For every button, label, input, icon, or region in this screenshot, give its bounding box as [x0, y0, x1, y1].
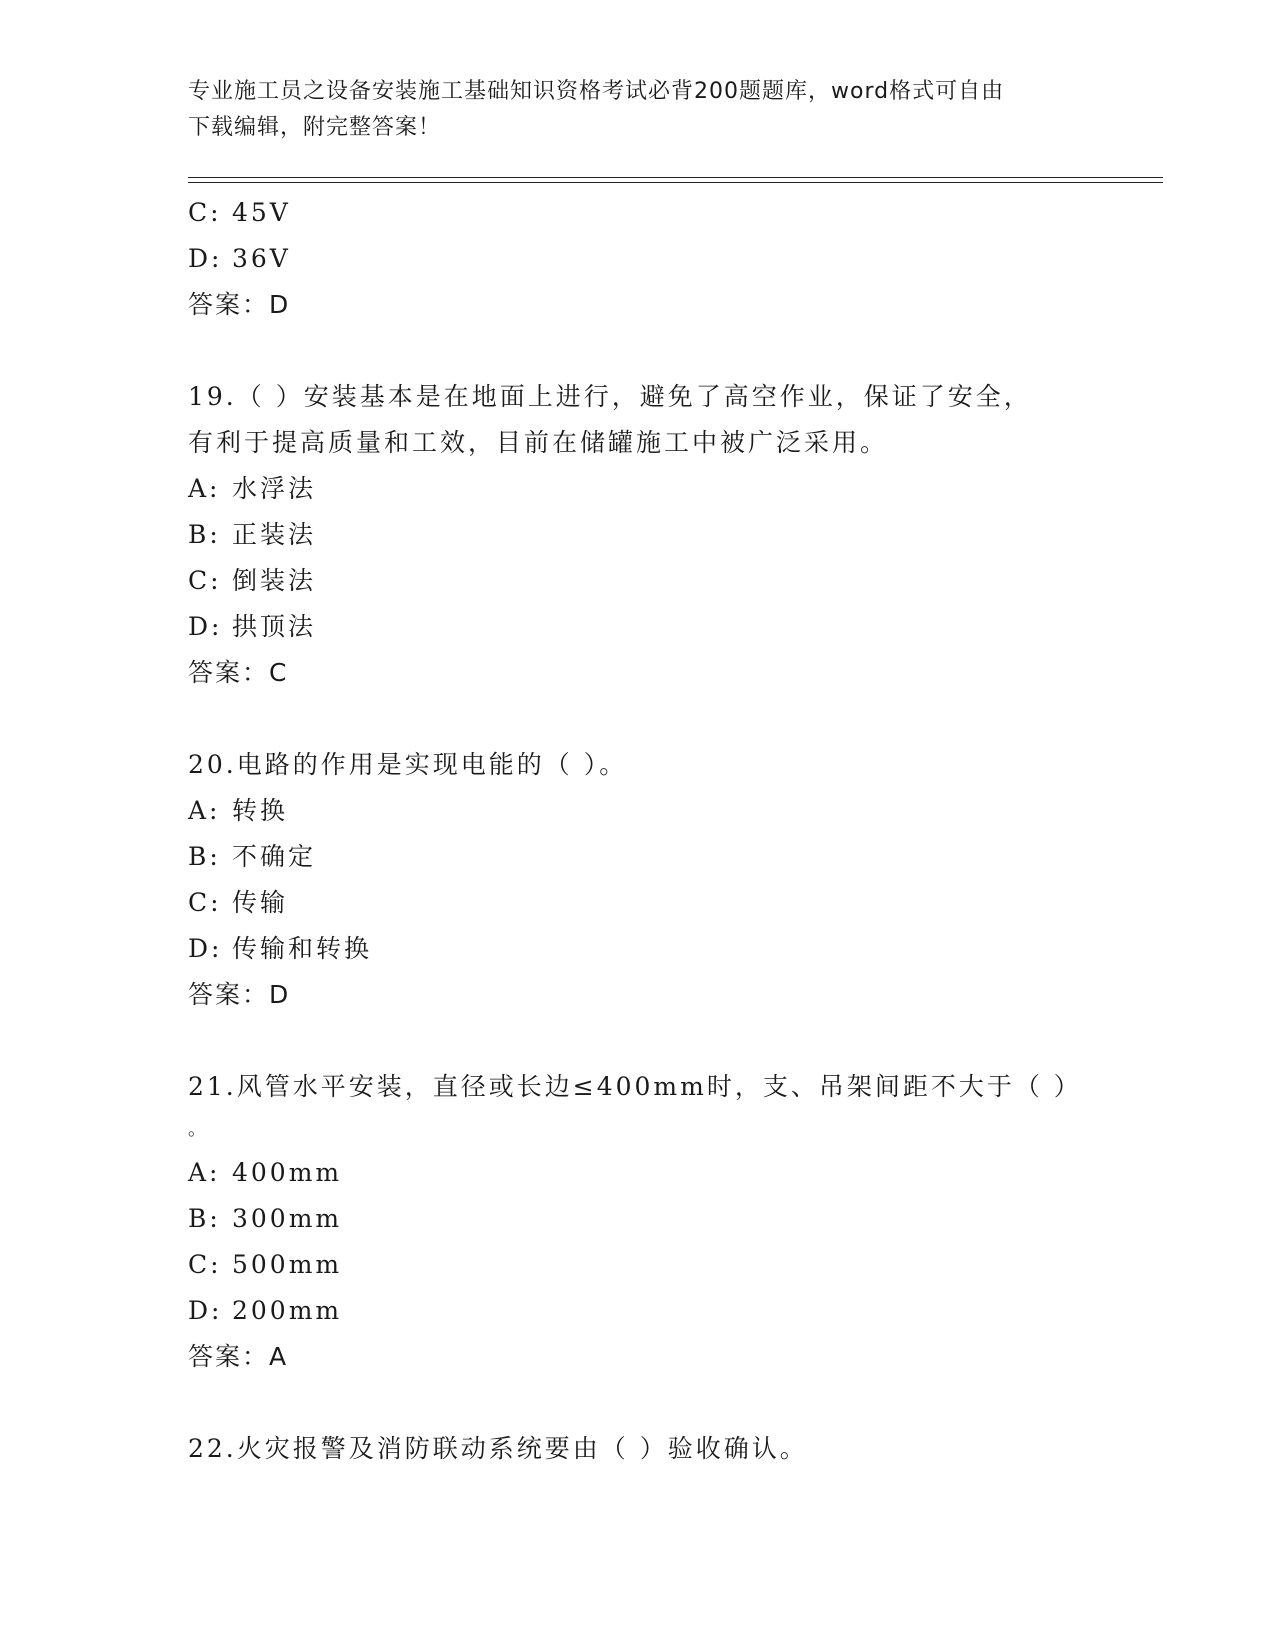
question-21-stem: 21.风管水平安装，直径或长边≤400mm时，支、吊架间距不大于（ ）	[188, 1072, 1082, 1101]
header-rule-bottom	[188, 182, 1163, 183]
header-line-2: 下载编辑，附完整答案！	[188, 115, 442, 140]
option-b: B: 正装法	[188, 520, 317, 549]
option-d: D: 36V	[188, 244, 291, 273]
answer-line: 答案：A	[188, 1342, 289, 1371]
option-b: B: 300mm	[188, 1204, 343, 1233]
question-22-stem: 22.火灾报警及消防联动系统要由（ ）验收确认。	[188, 1434, 808, 1463]
question-21-stem-cont: 。	[188, 1119, 209, 1140]
answer-line: 答案：C	[188, 658, 289, 687]
option-b: B: 不确定	[188, 842, 317, 871]
option-c: C: 倒装法	[188, 566, 317, 595]
option-c: C: 500mm	[188, 1250, 343, 1279]
header-rule-top	[188, 177, 1163, 178]
question-19-stem: 19.（ ）安装基本是在地面上进行，避免了高空作业，保证了安全，	[188, 382, 1032, 411]
header-line-1: 专业施工员之设备安装施工基础知识资格考试必背200题题库，word格式可自由	[188, 79, 1005, 104]
option-a: A: 水浮法	[188, 474, 317, 503]
option-d: D: 传输和转换	[188, 934, 373, 963]
question-19-stem-cont: 有利于提高质量和工效，目前在储罐施工中被广泛采用。	[188, 428, 889, 457]
question-20-stem: 20.电路的作用是实现电能的（ ）。	[188, 750, 628, 779]
question-content	[188, 190, 1088, 1472]
option-a: A: 400mm	[188, 1158, 343, 1187]
option-d: D: 200mm	[188, 1296, 343, 1325]
option-c: C: 传输	[188, 888, 289, 917]
document-header	[188, 74, 1068, 146]
option-c: C: 45V	[188, 198, 291, 227]
option-a: A: 转换	[188, 796, 289, 825]
answer-line: 答案：D	[188, 290, 291, 319]
answer-line: 答案：D	[188, 980, 291, 1009]
option-d: D: 拱顶法	[188, 612, 317, 641]
